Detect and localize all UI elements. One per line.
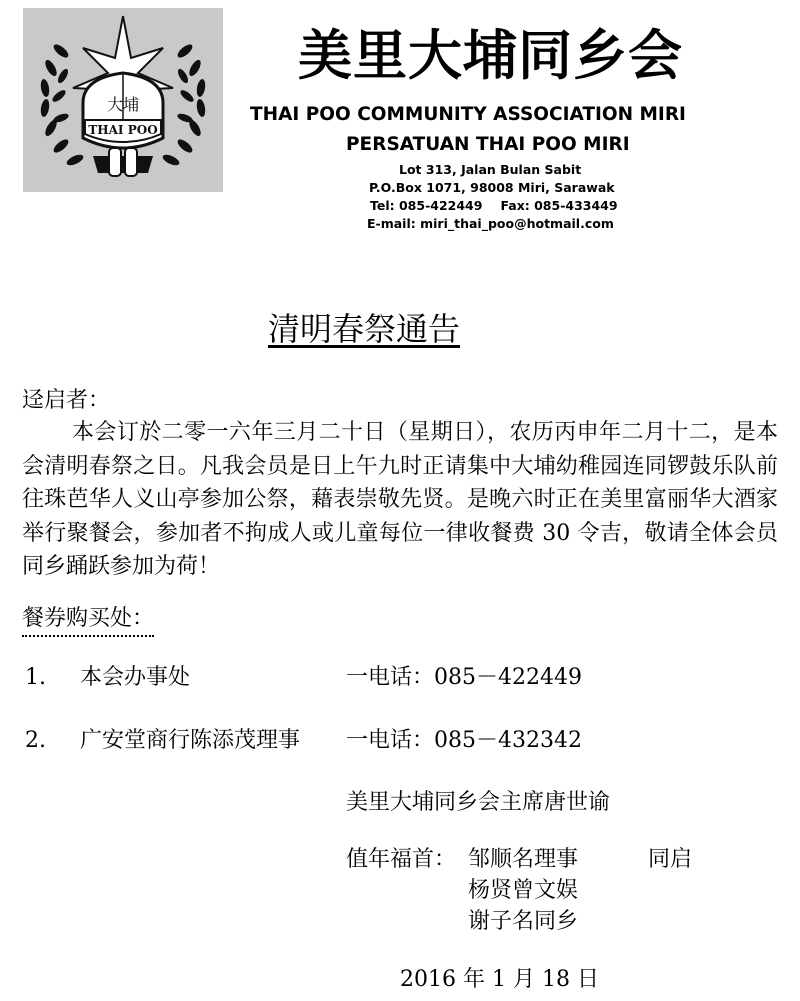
duty-name: 邹顺名理事: [468, 847, 579, 872]
association-logo: [23, 8, 223, 192]
notice-title: 清明春祭通告: [268, 310, 461, 348]
association-name-chinese: 美里大埔同乡会: [298, 24, 683, 87]
notice-body: 本会订於二零一六年三月二十日（星期日），农历丙申年二月十二，是本会清明春祭之日。凡我会员是日上午九时正请集中大埔幼稚园连同锣鼓乐队前往珠芭华人义山亭参加公祭，藉表崇敬先贤。是晚六时正在美里富丽华大酒家举行聚餐会，参加者不拘成人或儿童每位一律收餐费 30 令吉，敬请全体会员同乡踊跃参加为荷！: [22, 420, 778, 579]
address-line-1: Lot 313, Jalan Bulan Sabit: [399, 162, 582, 177]
purchase-point-name: 本会办事处: [80, 665, 191, 690]
purchase-point-number: 2.: [25, 728, 46, 753]
purchase-heading: 餐券购买处：: [22, 604, 154, 637]
purchase-point-number: 1.: [25, 665, 46, 690]
svg-text:THAI POO: THAI POO: [88, 123, 158, 137]
telephone: Tel: 085-422449: [370, 198, 483, 213]
association-name-english: THAI POO COMMUNITY ASSOCIATION MIRI: [250, 104, 686, 125]
contact-phone-fax: [370, 197, 800, 215]
signer: 美里大埔同乡会主席唐世谕: [346, 790, 611, 815]
association-name-malay: PERSATUAN THAI POO MIRI: [346, 134, 630, 155]
thai-poo-emblem-icon: [23, 8, 223, 192]
salutation: 迳启者：: [22, 388, 111, 413]
duty-name: 杨贤曾文娱: [468, 878, 579, 903]
co-sign: 同启: [648, 847, 693, 872]
purchase-point-name: 广安堂商行陈添茂理事: [80, 728, 301, 753]
duty-label: 值年福首：: [346, 847, 457, 872]
duty-name: 谢子名同乡: [468, 909, 579, 934]
fax: Fax: 085-433449: [500, 198, 618, 213]
svg-text:大埔: 大埔: [106, 95, 140, 114]
address-line-2: P.O.Box 1071, 98008 Miri, Sarawak: [369, 180, 615, 195]
notice-date: 2016 年 1 月 18 日: [400, 967, 599, 992]
purchase-point-phone: 一电话：085－422449: [346, 665, 582, 690]
purchase-point-phone: 一电话：085－432342: [346, 728, 582, 753]
email-address: E-mail: miri_thai_poo@hotmail.com: [367, 216, 614, 231]
